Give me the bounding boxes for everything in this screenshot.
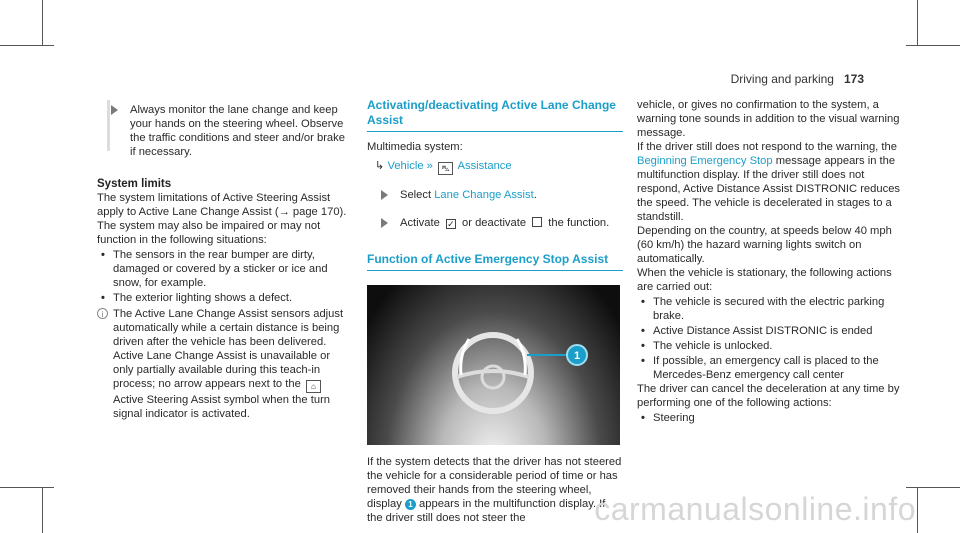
page-header <box>731 72 864 86</box>
watermark: carmanualsonline.info <box>594 491 916 527</box>
text: If the driver still does not respond to the warning, the <box>637 141 897 153</box>
column-left <box>97 98 353 421</box>
crop-mark <box>0 487 54 488</box>
steering-wheel-icon <box>367 285 620 445</box>
list-item: • The exterior lighting shows a defect. <box>97 291 353 305</box>
list-item: • If possible, an emergency call is placed to the Mercedes-Benz emergency call center <box>637 354 907 382</box>
paragraph: Depending on the country, at speeds below 40 mph (60 km/h) the hazard warning lights switch on automatically. <box>637 225 892 265</box>
text: or deactivate <box>462 217 527 229</box>
menu-vehicle: Vehicle <box>387 160 424 172</box>
path-separator-icon: » <box>426 160 433 172</box>
paragraph <box>367 455 623 525</box>
note <box>97 307 353 421</box>
paragraph: The driver can cancel the deceleration at any time by performing one of the following actions: <box>637 383 900 409</box>
paragraph: When the vehicle is stationary, the following actions are carried out: <box>637 267 892 293</box>
text: Activate <box>400 217 440 229</box>
text: the function. <box>548 217 610 229</box>
step-arrow-icon <box>381 190 388 200</box>
figure-callout: 1 <box>573 350 581 362</box>
text: The system limitations of Active Steering Assist apply to Active Lane Change Assist (→ page 170). <box>97 192 347 218</box>
car-icon: ⛍ <box>438 162 453 175</box>
crop-mark <box>42 0 43 46</box>
section-heading: Activating/deactivating Active Lane Change Assist <box>367 98 623 132</box>
crop-mark <box>906 45 960 46</box>
text: appears in the multifunction display. If the driver still does not steer the <box>367 498 606 524</box>
crop-mark <box>42 487 43 533</box>
column-middle <box>367 98 623 525</box>
list-item: • The vehicle is unlocked. <box>637 339 907 353</box>
menu-lane-change: Lane Change Assist <box>434 189 534 201</box>
warning-box <box>97 98 353 165</box>
note-text: Active Steering Assist symbol when the turn signal indicator is activated. <box>113 394 331 420</box>
section-heading: Function of Active Emergency Stop Assist <box>367 252 623 271</box>
text: message appears in the multifunction display. If the driver still does not respond, Active Distance Assist DISTRONIC reduces the speed. The vehicle is decelerated in stages to a standstill. <box>637 155 901 223</box>
text: Select <box>400 189 432 201</box>
section-title: Driving and parking <box>730 72 834 86</box>
crop-mark <box>917 0 918 46</box>
paragraph: Multimedia system: <box>367 141 463 153</box>
paragraph: The system may also be impaired or may not function in the following situations: <box>97 220 321 246</box>
crop-mark <box>0 45 54 46</box>
paragraph: vehicle, or gives no confirmation to the system, a warning tone sounds in addition to the visual warning message. <box>637 99 900 139</box>
steering-wheel-figure <box>367 285 620 445</box>
column-right <box>637 98 907 425</box>
text: If the system detects that the driver has not steered the vehicle for a considerable period of time or has removed their hands from the steering wheel, display <box>367 456 622 510</box>
step <box>367 188 623 202</box>
crop-mark <box>917 487 918 533</box>
step-arrow-icon <box>111 105 118 115</box>
info-icon: i <box>97 308 108 319</box>
list-item: • Steering <box>637 411 907 425</box>
menu-assistance: Assistance <box>457 160 512 172</box>
step <box>367 216 623 230</box>
checkbox-empty-icon <box>532 217 542 227</box>
display-message: Beginning Emergency Stop <box>637 155 773 167</box>
callout-badge: 1 <box>405 499 416 510</box>
section-heading: System limits <box>97 178 172 190</box>
steering-assist-icon: ⌂ <box>306 380 321 393</box>
list-item: • The sensors in the rear bumper are dirty, damaged or covered by a sticker or ice and snow, for example. <box>97 248 353 290</box>
paragraph <box>637 140 907 224</box>
menu-path <box>367 159 623 175</box>
warning-step <box>97 103 353 159</box>
list-item: • The vehicle is secured with the electric parking brake. <box>637 295 907 323</box>
paragraph <box>97 191 353 219</box>
crop-mark <box>906 487 960 488</box>
page-number: 173 <box>843 72 864 86</box>
step-arrow-icon <box>381 218 388 228</box>
note-text: The Active Lane Change Assist sensors adjust automatically while a certain distance is being driven after the vehicle has been delivered. Active Lane Change Assist is unavailable or only partially available during this teach-in process; no arrow appears next to the <box>113 308 344 390</box>
path-arrow-icon: ↳ <box>375 160 385 172</box>
period: . <box>533 189 537 201</box>
list-item: • Active Distance Assist DISTRONIC is ended <box>637 324 907 338</box>
checkbox-checked-icon: ✓ <box>447 219 455 229</box>
warning-text: Always monitor the lane change and keep your hands on the steering wheel. Observe the traffic conditions and steer and/or brake if necessary. <box>130 104 345 158</box>
